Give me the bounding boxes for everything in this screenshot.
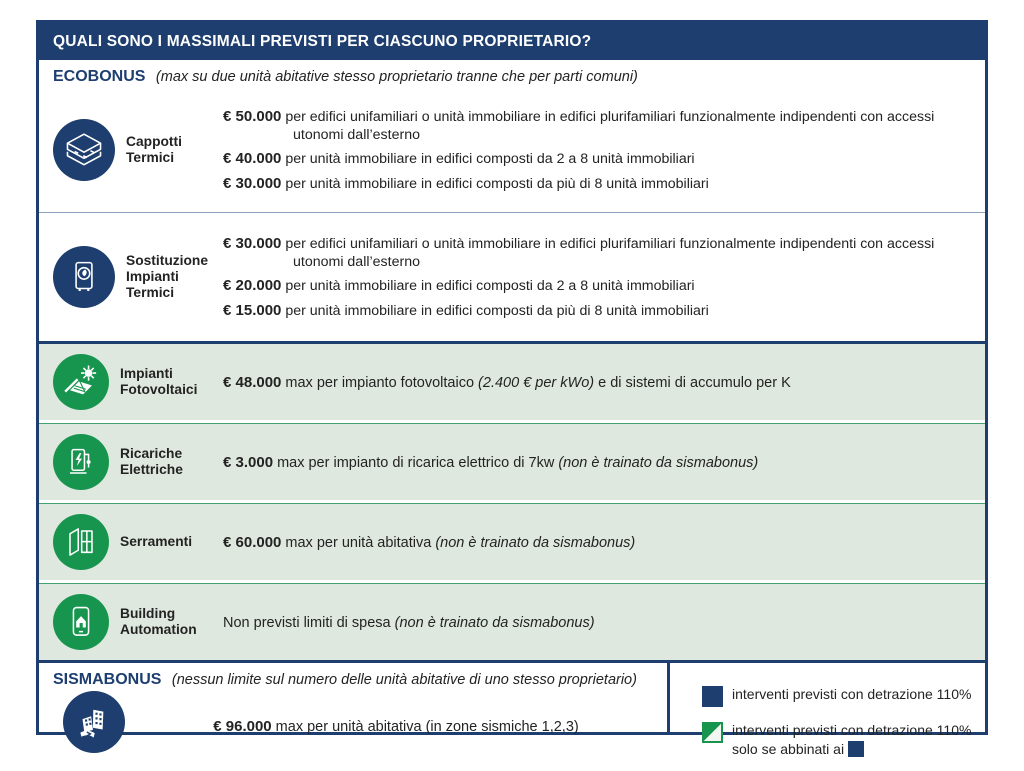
- ev-charger-icon: [53, 434, 109, 490]
- limit-note: (2.400 € per kWo): [478, 374, 595, 391]
- limit-amount: € 20.000: [223, 277, 282, 295]
- ecobonus-row-building-automation: [39, 583, 985, 660]
- limit-text: Non previsti limiti di spesa: [223, 614, 395, 631]
- row-label: Cappotti Termici: [126, 133, 182, 165]
- ecobonus-row-serramenti: [39, 503, 985, 580]
- row-icon-column: [53, 434, 215, 490]
- limit-note: (non è trainato da sismabonus): [435, 534, 636, 551]
- limit-amount: € 30.000: [223, 235, 282, 253]
- sismabonus-title: SISMABONUS: [53, 671, 162, 688]
- row-label: Impianti Fotovoltaici: [120, 365, 198, 397]
- limit-item: [223, 174, 973, 193]
- limit-note: (non è trainato da sismabonus): [558, 454, 759, 471]
- sismabonus-section: [39, 663, 985, 757]
- boiler-icon: [53, 246, 115, 308]
- row-label: Building Automation: [120, 605, 197, 637]
- limit-text: per unità immobiliare in edifici composti da più di 8 unità immobiliari: [281, 302, 709, 319]
- row-content: [215, 534, 973, 551]
- ecobonus-row-cappotti-termici: [39, 88, 985, 212]
- navy-square-inline-icon: [848, 741, 864, 757]
- limit-item: [223, 107, 973, 144]
- legend-label-line2: solo se abbinati ai: [732, 740, 845, 757]
- limit-amount: € 3.000: [223, 453, 274, 471]
- limit-amount: € 60.000: [223, 533, 282, 551]
- limit-text: per edifici unifamiliari o unità immobiliare in edifici plurifamiliari funzionalmente indipendenti con accessi utonomi dall’esterno: [281, 109, 935, 144]
- limit-amount: € 50.000: [223, 108, 282, 126]
- sismabonus-note: (nessun limite sul numero delle unità abitative di uno stesso proprietario): [171, 672, 637, 688]
- limit-text: max per impianto di ricarica elettrico di 7kw: [273, 454, 559, 471]
- seismic-buildings-icon: [63, 691, 125, 753]
- row-icon-column: [53, 514, 215, 570]
- limit-item: [223, 149, 973, 168]
- limit-amount: € 40.000: [223, 150, 282, 168]
- ecobonus-row-impianti-fotovoltaici: [39, 344, 985, 420]
- navy-square-icon: [702, 686, 723, 707]
- row-icon-column: [53, 246, 215, 308]
- row-content: [215, 454, 973, 471]
- infographic-panel: [36, 20, 988, 757]
- legend-item-combined: [702, 721, 975, 759]
- limit-text: max per unità abitativa: [281, 534, 436, 551]
- sismabonus-section-title: [39, 663, 667, 691]
- window-icon: [53, 514, 109, 570]
- legend-label: interventi previsti con detrazione 110%: [732, 686, 972, 702]
- limit-item: [223, 276, 973, 295]
- limit-note: (non è trainato da sismabonus): [394, 614, 595, 631]
- row-content: [215, 614, 973, 631]
- ecobonus-section-title: [39, 60, 985, 88]
- green-diagonal-square-icon: [702, 722, 723, 743]
- legend-item-110: [702, 685, 975, 707]
- row-content: [215, 229, 973, 325]
- limit-amount: € 30.000: [223, 174, 282, 192]
- row-icon-column: [53, 594, 215, 650]
- limit-amount: € 48.000: [223, 373, 282, 391]
- legend-panel: [667, 663, 985, 757]
- ecobonus-row-ricariche-elettriche: [39, 423, 985, 500]
- limit-item: [223, 301, 973, 320]
- photovoltaic-icon: [53, 354, 109, 410]
- limit-text: per unità immobiliare in edifici composti da più di 8 unità immobiliari: [281, 175, 709, 192]
- thermal-coat-icon: [53, 119, 115, 181]
- header-bar: [39, 23, 985, 60]
- legend-label-line1: interventi previsti con detrazione 110%: [732, 722, 972, 738]
- page-title: QUALI SONO I MASSIMALI PREVISTI PER CIASCUNO PROPRIETARIO?: [53, 32, 592, 50]
- limit-item: [223, 234, 973, 271]
- limit-amount: € 96.000: [213, 717, 272, 735]
- row-content: [215, 374, 973, 391]
- ecobonus-note: (max su due unità abitative stesso proprietario tranne che per parti comuni): [155, 69, 638, 85]
- building-automation-icon: [53, 594, 109, 650]
- row-content: [215, 102, 973, 198]
- row-label: Ricariche Elettriche: [120, 445, 183, 477]
- sismabonus-content: [39, 663, 667, 735]
- legend-label: [732, 721, 971, 759]
- ecobonus-title: ECOBONUS: [53, 68, 146, 85]
- row-icon-column: [53, 354, 215, 410]
- row-label: Serramenti: [120, 533, 193, 549]
- limit-text-tail: e di sistemi di accumulo per K: [594, 374, 791, 391]
- row-icon-column: [53, 119, 215, 181]
- sismabonus-limit: [125, 718, 667, 735]
- limit-text: max per unità abitativa (in zone sismiche 1,2,3): [271, 718, 579, 735]
- limit-text: per unità immobiliare in edifici composti da 2 a 8 unità immobiliari: [281, 151, 695, 168]
- limit-text: per unità immobiliare in edifici composti da 2 a 8 unità immobiliari: [281, 278, 695, 295]
- limit-amount: € 15.000: [223, 301, 282, 319]
- row-label: Sostituzione Impianti Termici: [126, 252, 209, 301]
- limit-text: max per impianto fotovoltaico: [281, 374, 479, 391]
- ecobonus-row-sostituzione-impianti: [39, 213, 985, 341]
- limit-text: per edifici unifamiliari o unità immobiliare in edifici plurifamiliari funzionalmente indipendenti con accessi utonomi dall’esterno: [281, 236, 935, 271]
